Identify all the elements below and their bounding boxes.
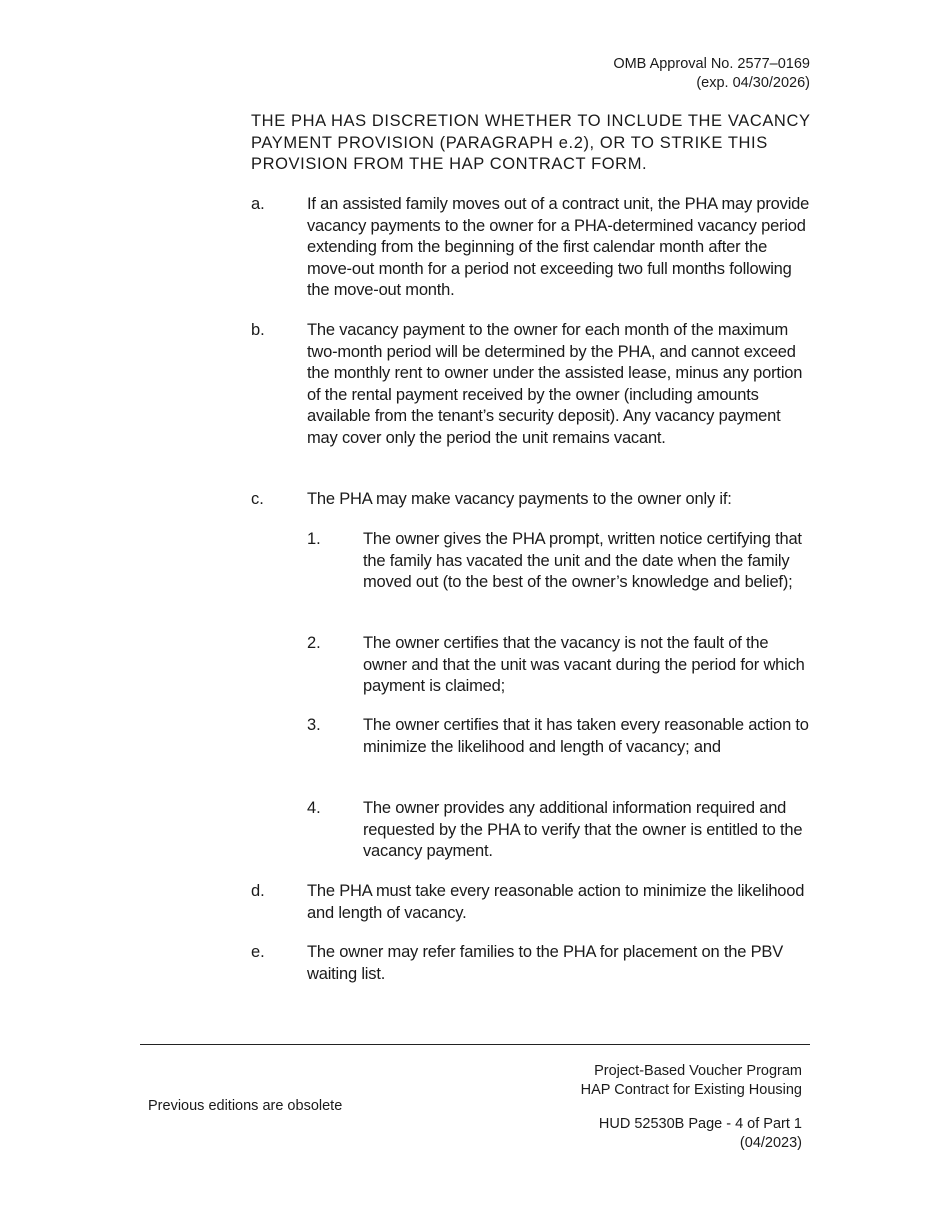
condition-2 [307,633,812,698]
paragraph-a [251,194,811,302]
paragraph-marker: a. [251,195,265,213]
paragraph-b [251,320,811,449]
condition-marker: 4. [307,799,321,817]
paragraph-d [251,881,811,924]
paragraph-marker: c. [251,490,264,508]
paragraph-c [251,489,811,511]
footer-program-block [581,1062,802,1100]
discretion-notice: THE PHA HAS DISCRETION WHETHER TO INCLUDE THE VACANCY PAYMENT PROVISION (PARAGRAPH e.2), OR TO STRIKE THIS PROVISION FROM THE HAP CONTRACT FORM. [251,112,811,173]
condition-text: The owner certifies that it has taken every reasonable action to minimize the likelihood and length of vacancy; and [363,716,809,756]
footer-contract-name: HAP Contract for Existing Housing [580,1082,802,1098]
condition-3 [307,715,812,758]
footer-form-number: HUD 52530B Page - 4 of Part 1 [598,1116,802,1132]
omb-approval-block [613,55,810,93]
paragraph-marker: b. [251,321,265,339]
condition-4 [307,798,812,863]
footer-program-name: Project-Based Voucher Program [594,1063,802,1079]
footer-divider [140,1044,810,1045]
omb-approval-number: OMB Approval No. 2577–0169 [613,56,810,72]
condition-text: The owner provides any additional information required and requested by the PHA to verify that the owner is entitled to the vacancy payment. [363,799,803,860]
condition-marker: 1. [307,530,321,548]
condition-text: The owner certifies that the vacancy is not the fault of the owner and that the unit was vacant during the period for which payment is claimed; [363,634,805,695]
omb-expiration-date: (exp. 04/30/2026) [696,75,810,91]
paragraph-e [251,942,811,985]
footer-obsolete-note: Previous editions are obsolete [148,1098,343,1114]
footer-form-block [599,1115,802,1153]
paragraph-text: The PHA may make vacancy payments to the owner only if: [307,490,732,508]
condition-text: The owner gives the PHA prompt, written notice certifying that the family has vacated the unit and the date when the family moved out (to the best of the owner’s knowledge and belief); [363,530,802,591]
condition-1 [307,529,812,594]
footer-form-date: (04/2023) [739,1135,802,1151]
paragraph-marker: d. [251,882,265,900]
condition-marker: 2. [307,634,321,652]
paragraph-text: If an assisted family moves out of a contract unit, the PHA may provide vacancy payments to the owner for a PHA-determined vacancy period extending from the beginning of the first calendar month after the move-out month for a period not exceeding two full months following the move-out month. [307,195,810,299]
paragraph-text: The PHA must take every reasonable action to minimize the likelihood and length of vacancy. [307,882,805,922]
paragraph-text: The vacancy payment to the owner for each month of the maximum two-month period will be determined by the PHA, and cannot exceed the monthly rent to owner under the assisted lease, minus any portion of the rental payment received by the owner (including amounts available from the tenant’s security deposit). Any vacancy payment may cover only the period the unit remains vacant. [307,321,803,447]
paragraph-marker: e. [251,943,265,961]
paragraph-text: The owner may refer families to the PHA for placement on the PBV waiting list. [307,943,784,983]
condition-marker: 3. [307,716,321,734]
